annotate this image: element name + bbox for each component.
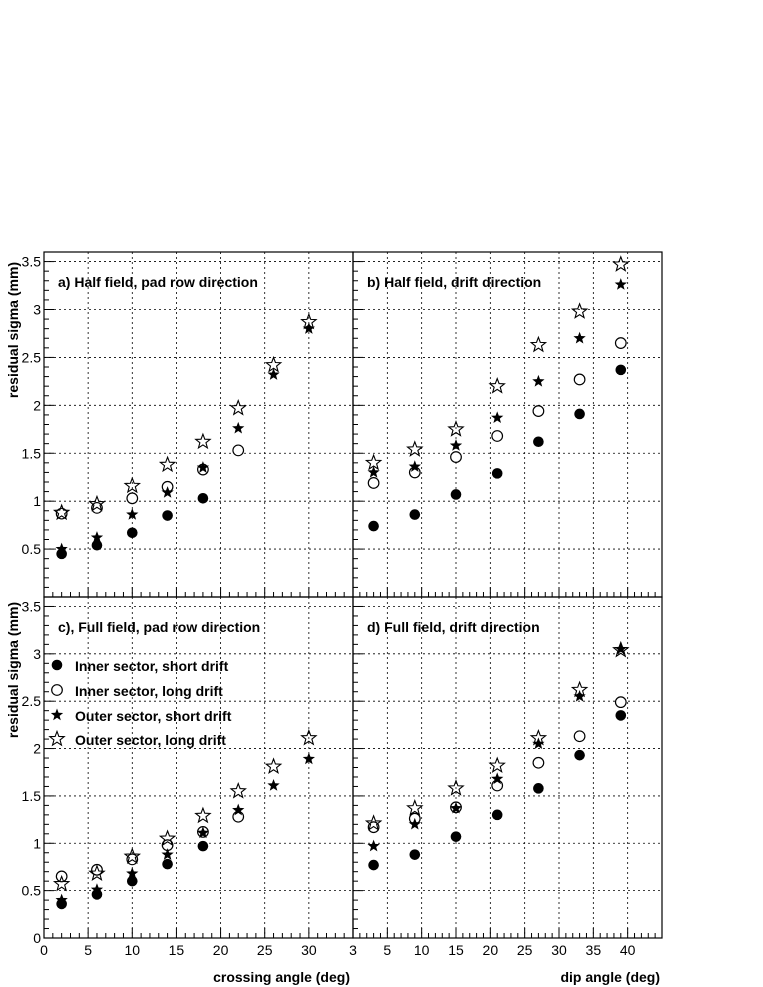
data-point-outer-sector-long-drift [266,759,280,773]
data-point-inner-sector-long-drift [233,811,244,822]
data-point-inner-sector-short-drift [616,710,627,721]
x-tick-label: 10 [413,942,430,958]
data-point-inner-sector-short-drift [451,489,462,500]
data-point-outer-sector-short-drift [267,779,279,791]
data-point-outer-sector-long-drift [572,304,586,318]
y-tick-label: 3.5 [21,253,41,270]
data-point-inner-sector-short-drift [410,849,421,860]
data-point-inner-sector-short-drift [616,365,627,376]
data-point-outer-sector-short-drift [450,439,462,451]
data-point-inner-sector-short-drift [92,540,103,551]
y-tick-label: 1.5 [21,445,41,462]
legend-label-outer-long: Outer sector, long drift [75,732,226,748]
series-inner-sector-long-drift [56,811,243,881]
data-point-inner-sector-short-drift [198,841,209,852]
data-point-outer-sector-long-drift [231,401,245,415]
data-point-inner-sector-short-drift [127,527,138,538]
data-point-inner-sector-long-drift [616,697,627,708]
data-point-outer-sector-long-drift [196,808,210,822]
x-tick-label: 15 [168,942,185,958]
panel-title: c), Full field, pad row direction [58,619,261,635]
data-point-inner-sector-short-drift [368,860,379,871]
legend-marker-inner-sector-short-drift [52,660,63,671]
legend-marker-inner-sector-long-drift [52,685,63,696]
panel-title: d) Full field, drift direction [367,619,540,635]
data-point-inner-sector-long-drift [233,445,244,456]
x-tick-label: 40 [619,942,636,958]
data-point-inner-sector-long-drift [574,374,585,385]
data-point-inner-sector-short-drift [198,493,209,504]
data-point-inner-sector-short-drift [533,783,544,794]
data-point-inner-sector-short-drift [492,468,503,479]
data-point-inner-sector-long-drift [533,757,544,768]
x-tick-label: 25 [256,942,273,958]
legend-marker-outer-sector-short-drift [51,709,63,721]
y-tick-label: 3 [33,301,41,318]
data-point-inner-sector-short-drift [162,510,173,521]
x-axis-title-right: dip angle (deg) [560,969,660,985]
y-axis-title-bottom: residual sigma (mm) [5,601,21,739]
x-tick-label: 20 [482,942,499,958]
data-point-outer-sector-long-drift [531,337,545,351]
x-tick-label: 30 [551,942,567,958]
data-point-outer-sector-short-drift [615,278,627,290]
data-point-inner-sector-short-drift [368,521,379,532]
x-tick-label: 5 [84,942,93,958]
data-point-outer-sector-long-drift [490,379,504,393]
data-point-inner-sector-short-drift [410,509,421,520]
panel-c [22,597,358,958]
data-point-inner-sector-long-drift [492,431,503,442]
legend [50,658,232,748]
legend-marker-outer-sector-long-drift [50,731,64,745]
data-point-outer-sector-short-drift [532,375,544,387]
data-point-inner-sector-long-drift [368,478,379,489]
y-tick-label: 2 [33,397,41,414]
plot-frame [44,597,353,938]
series-outer-sector-short-drift [56,753,315,906]
y-tick-label: 0 [33,930,41,946]
x-tick-label: 10 [124,942,141,958]
panel-b [353,252,662,597]
data-point-outer-sector-long-drift [614,257,628,271]
data-point-inner-sector-long-drift [574,731,585,742]
x-tick-label: 20 [212,942,229,958]
x-tick-label: 3 [349,942,357,958]
data-point-inner-sector-short-drift [492,810,503,821]
data-point-inner-sector-long-drift [127,493,138,504]
data-point-inner-sector-short-drift [451,831,462,842]
y-tick-label: 3.5 [21,598,41,615]
x-tick-label: 25 [516,942,533,958]
y-tick-label: 2.5 [21,693,41,710]
panel-d [353,597,662,958]
x-tick-label: 30 [301,942,317,958]
y-tick-label: 2.5 [21,349,41,366]
data-point-outer-sector-short-drift [232,422,244,434]
y-tick-label: 2 [33,740,41,757]
data-point-outer-sector-long-drift [125,478,139,492]
data-point-inner-sector-long-drift [492,780,503,791]
data-point-outer-sector-long-drift [408,801,422,815]
data-point-inner-sector-short-drift [127,876,138,887]
data-point-inner-sector-short-drift [574,750,585,761]
legend-label-outer-short: Outer sector, short drift [75,708,232,724]
data-point-outer-sector-long-drift [160,457,174,471]
plot-frame [353,252,662,597]
data-point-outer-sector-short-drift [573,332,585,344]
data-point-outer-sector-long-drift [196,434,210,448]
data-point-inner-sector-long-drift [616,338,627,349]
data-point-inner-sector-short-drift [162,859,173,870]
x-tick-label: 35 [585,942,602,958]
plot-frame [44,252,353,597]
x-axis-title-left: crossing angle (deg) [213,969,350,985]
x-tick-label: 0 [40,942,48,958]
y-tick-label: 3 [33,645,41,662]
panel-title: a) Half field, pad row direction [58,274,258,290]
series-outer-sector-long-drift [54,314,316,518]
data-point-outer-sector-short-drift [161,848,173,860]
panel-a [22,252,353,597]
y-tick-label: 1 [33,493,41,510]
y-axis-title-top: residual sigma (mm) [5,261,21,399]
x-tick-label: 15 [448,942,464,958]
y-tick-label: 0.5 [21,541,41,558]
x-tick-label: 5 [383,942,392,958]
legend-label-inner-long: Inner sector, long drift [75,683,223,699]
y-tick-label: 1 [33,835,41,852]
data-point-outer-sector-long-drift [231,784,245,798]
series-outer-sector-long-drift [366,642,628,829]
series-inner-sector-long-drift [56,445,243,519]
y-tick-label: 0.5 [21,882,41,899]
data-point-inner-sector-short-drift [574,409,585,420]
data-point-inner-sector-long-drift [451,452,462,463]
y-tick-label: 1.5 [21,787,41,804]
data-point-outer-sector-long-drift [490,758,504,772]
data-point-outer-sector-short-drift [367,840,379,852]
legend-label-inner-short: Inner sector, short drift [75,658,229,674]
data-point-inner-sector-short-drift [533,436,544,447]
panels-layer [22,252,662,958]
data-point-inner-sector-long-drift [533,406,544,417]
data-point-outer-sector-short-drift [615,643,627,655]
panel-title: b) Half field, drift direction [367,274,542,290]
data-point-outer-sector-short-drift [491,411,503,423]
